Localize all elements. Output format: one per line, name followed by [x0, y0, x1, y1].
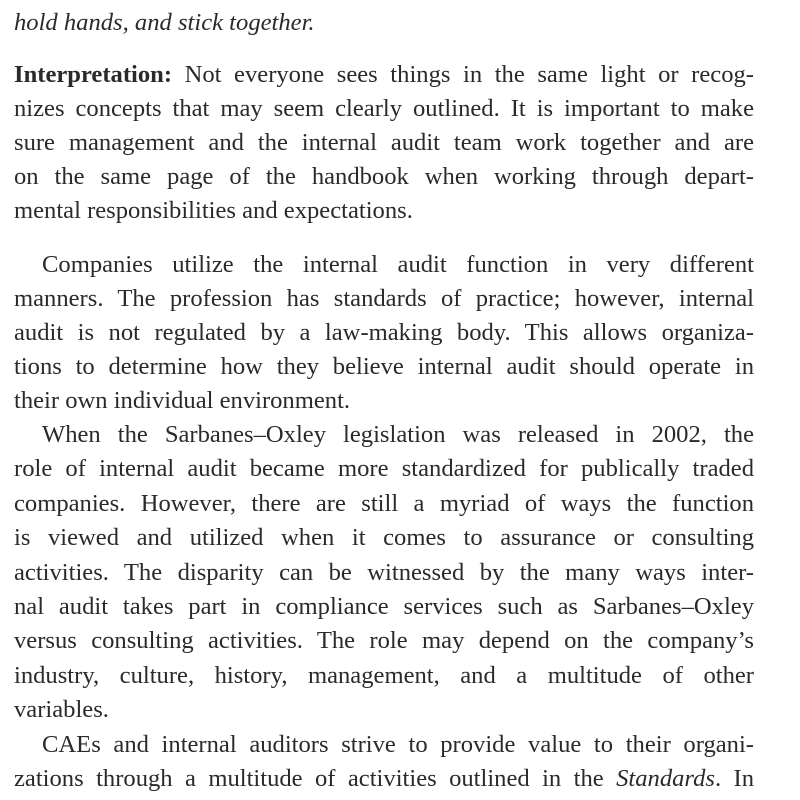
- interpretation-line-4: on the same page of the handbook when working through depart-: [14, 163, 754, 190]
- interpretation-line-1: [14, 58, 754, 92]
- top-fragment-text: hold hands, and stick together.: [14, 9, 315, 36]
- interpretation-line-3: sure management and the internal audit team work together and are: [14, 129, 754, 156]
- paragraph2-line-5: activities. The disparity can be witnessed by the many ways inter-: [14, 559, 754, 586]
- paragraph3-line-2-post: . In: [714, 765, 754, 792]
- standards-title: Standards: [616, 765, 715, 792]
- paragraph2-line-1: When the Sarbanes–Oxley legislation was released in 2002, the: [42, 421, 754, 448]
- paragraph1-line-1: Companies utilize the internal audit function in very different: [42, 251, 754, 278]
- paragraph1-line-5: their own individual environment.: [14, 387, 351, 414]
- top-fragment-line: [14, 6, 754, 40]
- paragraph2-line-3: companies. However, there are still a myriad of ways the function: [14, 490, 754, 517]
- paragraph2-line-8: industry, culture, history, management, and a multitude of other: [14, 662, 754, 689]
- paragraph2-line-6: nal audit takes part in compliance services such as Sarbanes–Oxley: [14, 593, 754, 620]
- paragraph2-line-9: variables.: [14, 696, 109, 723]
- interpretation-text-1: Not everyone sees things in the same light or recog-: [172, 61, 754, 88]
- paragraph1-line-3: audit is not regulated by a law-making body. This allows organiza-: [14, 319, 754, 346]
- interpretation-label: Interpretation:: [14, 61, 173, 88]
- paragraph2-line-2: role of internal audit became more standardized for publically traded: [14, 455, 754, 482]
- interpretation-line-5: mental responsibilities and expectations.: [14, 197, 413, 224]
- paragraph2-line-7: versus consulting activities. The role may depend on the company’s: [14, 627, 754, 654]
- paragraph3-line-1: CAEs and internal auditors strive to provide value to their organi-: [42, 731, 754, 758]
- paragraph1-line-2: manners. The profession has standards of practice; however, internal: [14, 285, 754, 312]
- paragraph1-line-4: tions to determine how they believe internal audit should operate in: [14, 353, 754, 380]
- paragraph2-line-4: is viewed and utilized when it comes to assurance or consulting: [14, 524, 754, 551]
- paragraph3-line-2: [14, 762, 754, 796]
- paragraph3-line-2-pre: zations through a multitude of activities outlined in the: [14, 765, 617, 792]
- interpretation-line-2: nizes concepts that may seem clearly outlined. It is important to make: [14, 95, 754, 122]
